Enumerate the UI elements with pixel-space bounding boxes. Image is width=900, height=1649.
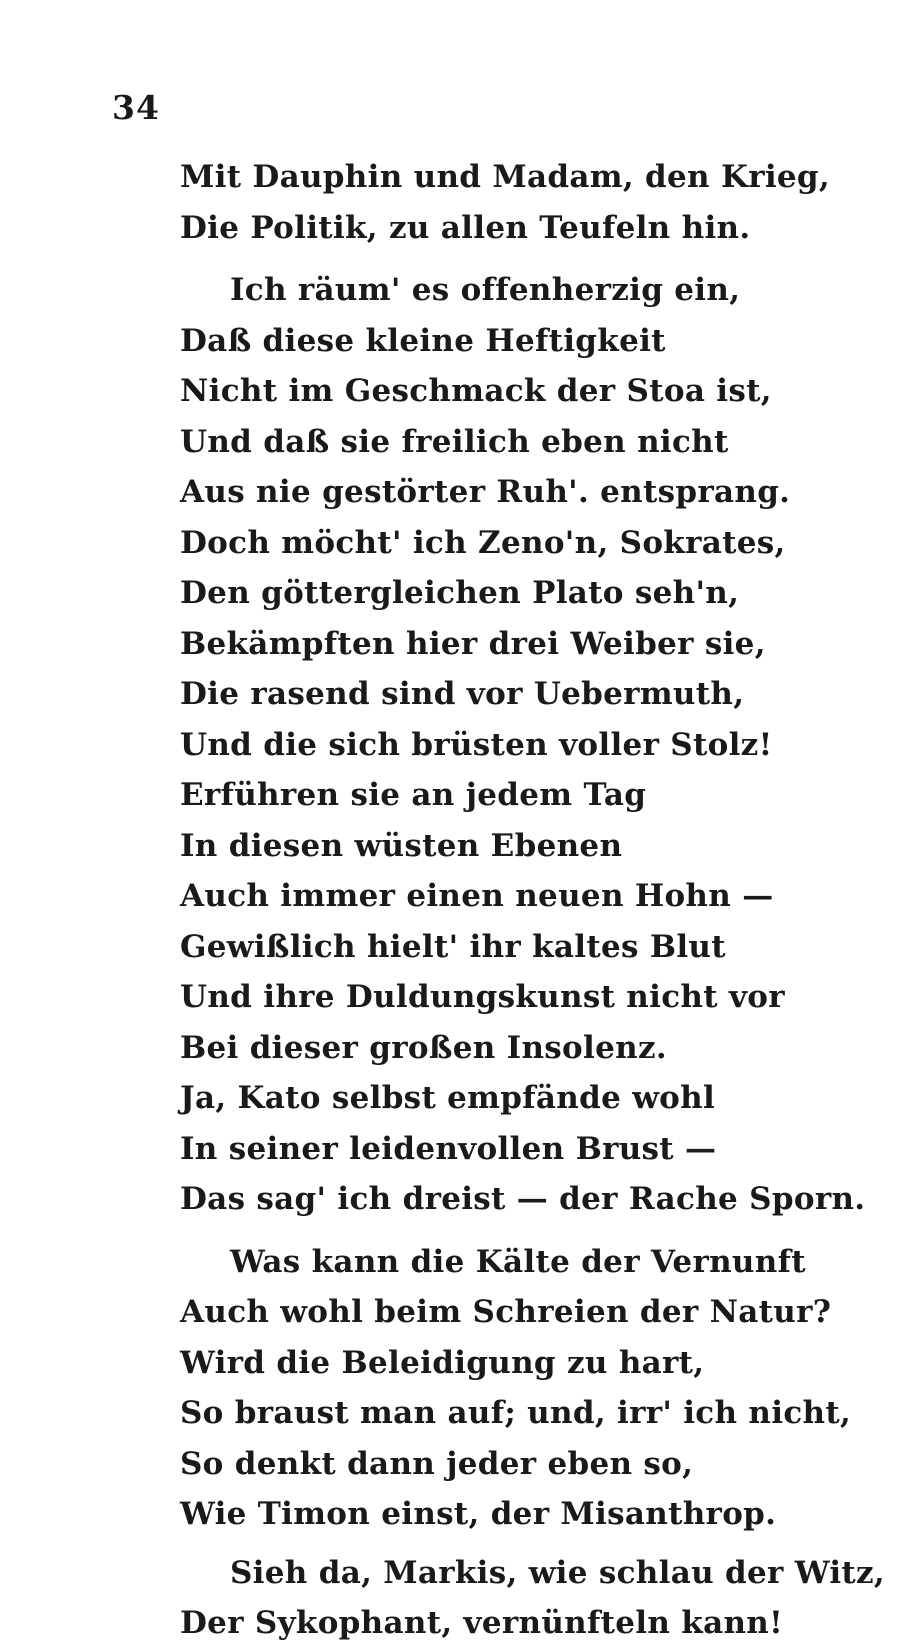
verse-line: Wie Timon einst, der Misanthrop. [180,1496,777,1532]
verse-line: Bekämpften hier drei Weiber sie, [180,625,766,662]
verse-line: Die rasend sind vor Uebermuth, [180,676,745,712]
verse-line: Und daß sie freilich eben nicht [180,423,729,460]
page-number: 34 [112,88,160,127]
stanza [180,1237,852,1540]
verse-line: Den göttergleichen Plato seh'n, [180,575,740,611]
verse-line: Ich räum' es offenherzig ein, [230,272,741,308]
verse-line: Aus nie gestörter Ruh'. entsprang. [180,474,791,510]
verse-line: Daß diese kleine Heftigkeit [180,322,666,359]
verse-line: Auch wohl beim Schreien der Natur? [180,1294,832,1330]
verse-line: Bei dieser großen Insolenz. [180,1029,667,1066]
stanza [180,265,866,1225]
verse-line: In diesen wüsten Ebenen [180,827,623,864]
stanza [180,1548,886,1649]
verse-line: So denkt dann jeder eben so, [180,1445,694,1482]
verse-line: Ja, Kato selbst empfände wohl [180,1080,716,1116]
verse-line: Und ihre Duldungskunst nicht vor [180,979,785,1015]
verse-line: Was kann die Kälte der Vernunft [230,1243,806,1280]
verse-line: Die Politik, zu allen Teufeln hin. [180,209,751,246]
verse-line: Mit Dauphin und Madam, den Krieg, [180,159,831,195]
verse-line: Doch möcht' ich Zeno'n, Sokrates, [180,524,786,561]
verse-line: Auch immer einen neuen Hohn — [180,878,774,914]
stanza [180,152,831,253]
verse-line: Nicht im Geschmack der Stoa ist, [180,373,772,409]
poem-text [180,152,886,1649]
verse-line: In seiner leidenvollen Brust — [180,1130,717,1167]
verse-line: Sieh da, Markis, wie schlau der Witz, [230,1554,886,1591]
verse-line: Gewißlich hielt' ihr kaltes Blut [180,928,726,965]
verse-line: Wird die Beleidigung zu hart, [180,1344,705,1381]
verse-line: So braust man auf; und, irr' ich nicht, [180,1395,852,1431]
verse-line: Das sag' ich dreist — der Rache Sporn. [180,1181,866,1217]
verse-line: Der Sykophant, vernünfteln kann! [180,1605,784,1641]
verse-line: Erführen sie an jedem Tag [180,777,647,813]
verse-line: Und die sich brüsten voller Stolz! [180,726,773,763]
